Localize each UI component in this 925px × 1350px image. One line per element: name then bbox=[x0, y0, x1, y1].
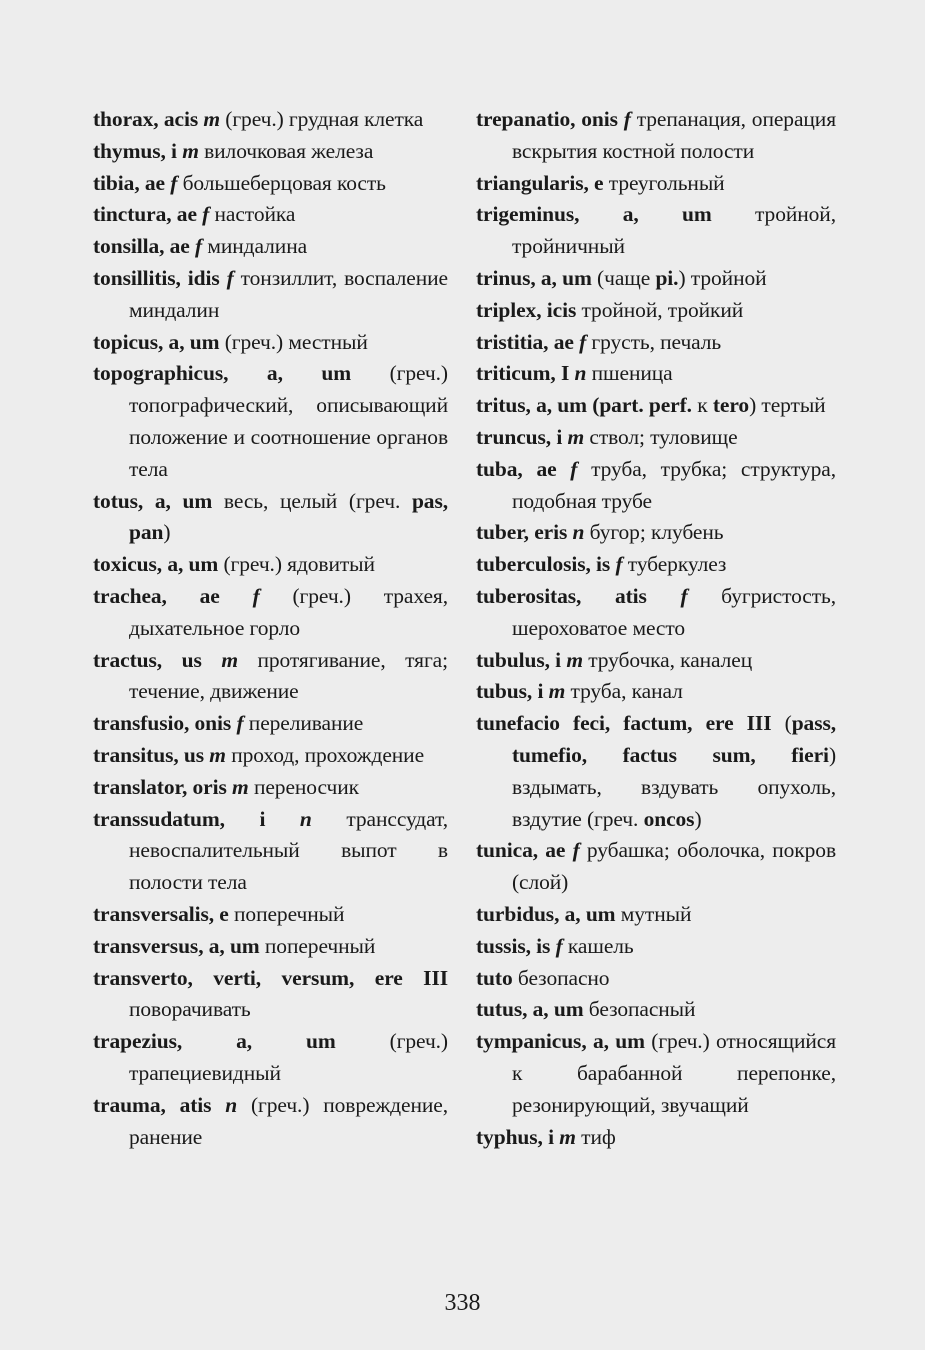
dictionary-entry bbox=[93, 1026, 448, 1090]
dictionary-entry bbox=[476, 517, 836, 549]
right-column bbox=[476, 104, 836, 1153]
definition-text: тиф bbox=[575, 1124, 616, 1149]
dictionary-entry bbox=[93, 899, 448, 931]
gender-marker: m bbox=[182, 138, 199, 163]
definition-text: бугор; клубень bbox=[584, 520, 724, 545]
headword: tuto bbox=[476, 965, 513, 990]
headword: trigeminus, a, um bbox=[476, 202, 712, 227]
gender-marker: f bbox=[195, 234, 203, 259]
gender-marker: n bbox=[574, 361, 587, 386]
definition-text: переливание bbox=[243, 711, 364, 736]
headword: triticum, I bbox=[476, 361, 575, 386]
definition-text: поперечный bbox=[228, 901, 345, 926]
definition-text: (греч.) ядовитый bbox=[218, 552, 375, 577]
definition-text: транссудат, невоспалительный выпот в полости тела bbox=[129, 806, 448, 895]
gender-marker: m bbox=[203, 107, 220, 131]
definition-text: труба, трубка; структура, подобная трубе bbox=[512, 456, 836, 513]
gender-marker: n bbox=[299, 806, 312, 831]
definition-text: (греч.) грудная клетка bbox=[220, 107, 424, 131]
headword: translator, oris bbox=[93, 774, 233, 799]
dictionary-entry bbox=[93, 136, 448, 168]
headword: tunica, ae bbox=[476, 838, 573, 863]
headword: pass, tumefio, factus sum, fieri bbox=[512, 711, 837, 767]
dictionary-entry bbox=[93, 327, 448, 359]
gender-marker: m bbox=[567, 424, 585, 449]
definition-text: тройной, тройкий bbox=[576, 297, 744, 322]
definition-text: поворачивать bbox=[129, 997, 251, 1022]
dictionary-entry bbox=[476, 899, 836, 931]
gender-marker: f bbox=[572, 838, 580, 863]
headword: tonsillitis, idis bbox=[93, 265, 227, 290]
headword: topographicus, a, um bbox=[93, 361, 352, 386]
gender-marker: f bbox=[623, 107, 631, 131]
definition-text: настойка bbox=[209, 202, 296, 227]
headword: totus, a, um bbox=[93, 488, 213, 513]
headword: tunefacio feci, factum, ere III bbox=[476, 711, 772, 736]
headword: tonsilla, ae bbox=[93, 234, 196, 259]
dictionary-entry bbox=[93, 199, 448, 231]
headword: triplex, icis bbox=[476, 297, 577, 322]
dictionary-entry bbox=[93, 740, 448, 772]
definition-text: ) bbox=[163, 520, 171, 545]
dictionary-entry bbox=[93, 486, 448, 550]
definition-text: тонзиллит, воспаление миндалин bbox=[129, 265, 448, 322]
gender-marker: m bbox=[559, 1124, 576, 1149]
headword: trepanatio, onis bbox=[476, 107, 624, 131]
headword: thymus, i bbox=[93, 138, 183, 163]
definition-text: грусть, печаль bbox=[586, 329, 722, 354]
dictionary-entry bbox=[93, 708, 448, 740]
dictionary-entry bbox=[93, 263, 448, 327]
dictionary-entry bbox=[93, 804, 448, 899]
dictionary-entry bbox=[476, 549, 836, 581]
headword: tutus, a, um bbox=[476, 997, 584, 1022]
gender-marker: m bbox=[548, 679, 566, 704]
headword: tuberositas, atis bbox=[476, 583, 681, 608]
definition-text: мутный bbox=[615, 901, 692, 926]
headword: trapezius, a, um bbox=[93, 1029, 336, 1054]
left-column bbox=[93, 104, 448, 1153]
definition-text: ) тертый bbox=[749, 393, 826, 418]
dictionary-entry bbox=[476, 1122, 836, 1154]
gender-marker: m bbox=[209, 742, 226, 767]
dictionary-entry bbox=[476, 931, 836, 963]
headword: tuberculosis, is bbox=[476, 552, 616, 577]
dictionary-entry bbox=[476, 358, 836, 390]
headword: transversalis, e bbox=[93, 901, 229, 926]
headword: tero bbox=[712, 393, 750, 418]
headword: turbidus, a, um bbox=[476, 901, 616, 926]
definition-text: (греч.) относящийся к барабанной перепонке, резонирующий, звучащий bbox=[512, 1029, 836, 1117]
headword: truncus, i bbox=[476, 424, 568, 449]
definition-text: ствол; туловище bbox=[584, 424, 738, 449]
dictionary-entry bbox=[476, 835, 836, 899]
headword: typhus, i bbox=[476, 1124, 560, 1149]
gender-marker: f bbox=[252, 583, 260, 608]
headword: tritus, a, um bbox=[476, 393, 587, 418]
headword: tympanicus, a, um bbox=[476, 1029, 645, 1054]
gender-marker: f bbox=[236, 711, 244, 736]
headword: pi. bbox=[655, 265, 679, 290]
dictionary-entry bbox=[476, 295, 836, 327]
dictionary-entry bbox=[476, 581, 836, 645]
headword: transfusio, onis bbox=[93, 711, 237, 736]
dictionary-entry bbox=[476, 963, 836, 995]
headword: tubus, i bbox=[476, 679, 549, 704]
dictionary-entry bbox=[476, 327, 836, 359]
definition-text: трепанация, операция вскрытия костной полости bbox=[512, 107, 836, 163]
definition-text: миндалина bbox=[202, 234, 308, 259]
gender-marker: f bbox=[202, 202, 210, 227]
gender-marker: f bbox=[170, 170, 178, 195]
headword: tractus, us bbox=[93, 647, 222, 672]
dictionary-entry bbox=[476, 454, 836, 518]
page-number: 338 bbox=[444, 1290, 481, 1316]
headword: transverto, verti, versum, ere III bbox=[93, 965, 448, 990]
definition-text: (греч.) местный bbox=[219, 329, 368, 354]
headword: toxicus, a, um bbox=[93, 552, 219, 577]
headword: tubulus, i bbox=[476, 647, 567, 672]
definition-text: весь, целый (греч. bbox=[212, 488, 412, 513]
gender-marker: f bbox=[680, 583, 688, 608]
gender-marker: n bbox=[572, 520, 585, 545]
definition-text: переносчик bbox=[248, 774, 359, 799]
gender-marker: m bbox=[232, 774, 249, 799]
dictionary-entry bbox=[93, 931, 448, 963]
dictionary-entry bbox=[476, 708, 836, 835]
dictionary-entry bbox=[476, 263, 836, 295]
gender-marker: f bbox=[226, 265, 234, 290]
gender-marker: m bbox=[566, 647, 583, 672]
headword: transversus, a, um bbox=[93, 933, 260, 958]
dictionary-entry bbox=[476, 676, 836, 708]
definition-text: ) тройной bbox=[678, 265, 767, 290]
definition-text: (греч.) трапециевидный bbox=[129, 1029, 448, 1085]
definition-text: (чаще bbox=[591, 265, 656, 290]
dictionary-entry bbox=[476, 104, 836, 168]
definition-text: труба, канал bbox=[565, 679, 683, 704]
definition-text: пшеница bbox=[586, 361, 673, 386]
dictionary-entry bbox=[476, 168, 836, 200]
dictionary-entry bbox=[93, 231, 448, 263]
definition-text: к bbox=[691, 393, 713, 418]
headword: tinctura, ae bbox=[93, 202, 203, 227]
gender-marker: f bbox=[615, 552, 623, 577]
headword: transitus, us bbox=[93, 742, 210, 767]
definition-text: рубашка; оболочка, покров (слой) bbox=[512, 838, 836, 895]
definition-text: поперечный bbox=[259, 933, 376, 958]
definition-text: безопасный bbox=[583, 997, 696, 1022]
dictionary-entry bbox=[476, 645, 836, 677]
definition-text: ( bbox=[771, 711, 792, 736]
gender-marker: m bbox=[221, 647, 238, 672]
headword: tristitia, ae bbox=[476, 329, 580, 354]
dictionary-entry bbox=[476, 199, 836, 263]
definition-text: вилочковая железа bbox=[198, 138, 374, 163]
definition-text: туберкулез bbox=[622, 552, 727, 577]
headword: topicus, a, um bbox=[93, 329, 220, 354]
dictionary-entry bbox=[93, 772, 448, 804]
definition-text: тройной, тройничный bbox=[512, 202, 836, 259]
headword: tussis, is bbox=[476, 933, 556, 958]
dictionary-entry bbox=[476, 422, 836, 454]
headword: trachea, ae bbox=[93, 583, 253, 608]
headword: oncos bbox=[643, 806, 695, 831]
headword: triangularis, e bbox=[476, 170, 604, 195]
definition-text: ) bbox=[694, 806, 702, 831]
headword: tibia, ae bbox=[93, 170, 171, 195]
dictionary-entry bbox=[476, 994, 836, 1026]
dictionary-entry bbox=[476, 1026, 836, 1121]
definition-text: (греч.) трахея, дыхательное горло bbox=[129, 583, 448, 640]
definition-text: треугольный bbox=[603, 170, 725, 195]
definition-text: кашель bbox=[562, 933, 634, 958]
dictionary-entry bbox=[93, 1090, 448, 1154]
headword: tuba, ae bbox=[476, 456, 571, 481]
definition-text: протягивание, тяга; течение, движение bbox=[129, 647, 448, 704]
definition-text: бугристость, шероховатое место bbox=[512, 583, 836, 640]
headword: transsudatum, i bbox=[93, 806, 300, 831]
dictionary-entry bbox=[93, 581, 448, 645]
headword: trauma, atis bbox=[93, 1092, 226, 1117]
definition-text: (греч.) топографический, описывающий положение и соотношение органов тела bbox=[129, 361, 448, 481]
dictionary-entry bbox=[93, 645, 448, 709]
dictionary-entry bbox=[93, 963, 448, 1027]
headword: (part. perf. bbox=[586, 393, 692, 418]
gender-marker: f bbox=[579, 329, 587, 354]
headword: thorax, acis bbox=[93, 107, 204, 131]
headword: tuber, eris bbox=[476, 520, 573, 545]
gender-marker: n bbox=[225, 1092, 238, 1117]
headword: pas, pan bbox=[129, 488, 449, 545]
definition-text: (греч.) повреждение, ранение bbox=[129, 1092, 448, 1149]
definition-text: трубочка, каналец bbox=[582, 647, 753, 672]
definition-text: большеберцовая кость bbox=[177, 170, 386, 195]
dictionary-entry bbox=[93, 358, 448, 485]
dictionary-entry bbox=[93, 168, 448, 200]
gender-marker: f bbox=[555, 933, 563, 958]
gender-marker: f bbox=[570, 456, 578, 481]
definition-text: ) вздымать, вздувать опухоль, вздутие (греч. bbox=[512, 742, 836, 831]
dictionary-entry bbox=[476, 390, 836, 422]
dictionary-entry bbox=[93, 104, 448, 136]
headword: trinus, a, um bbox=[476, 265, 592, 290]
definition-text: проход, прохождение bbox=[225, 742, 425, 767]
dictionary-entry bbox=[93, 549, 448, 581]
definition-text: безопасно bbox=[512, 965, 610, 990]
